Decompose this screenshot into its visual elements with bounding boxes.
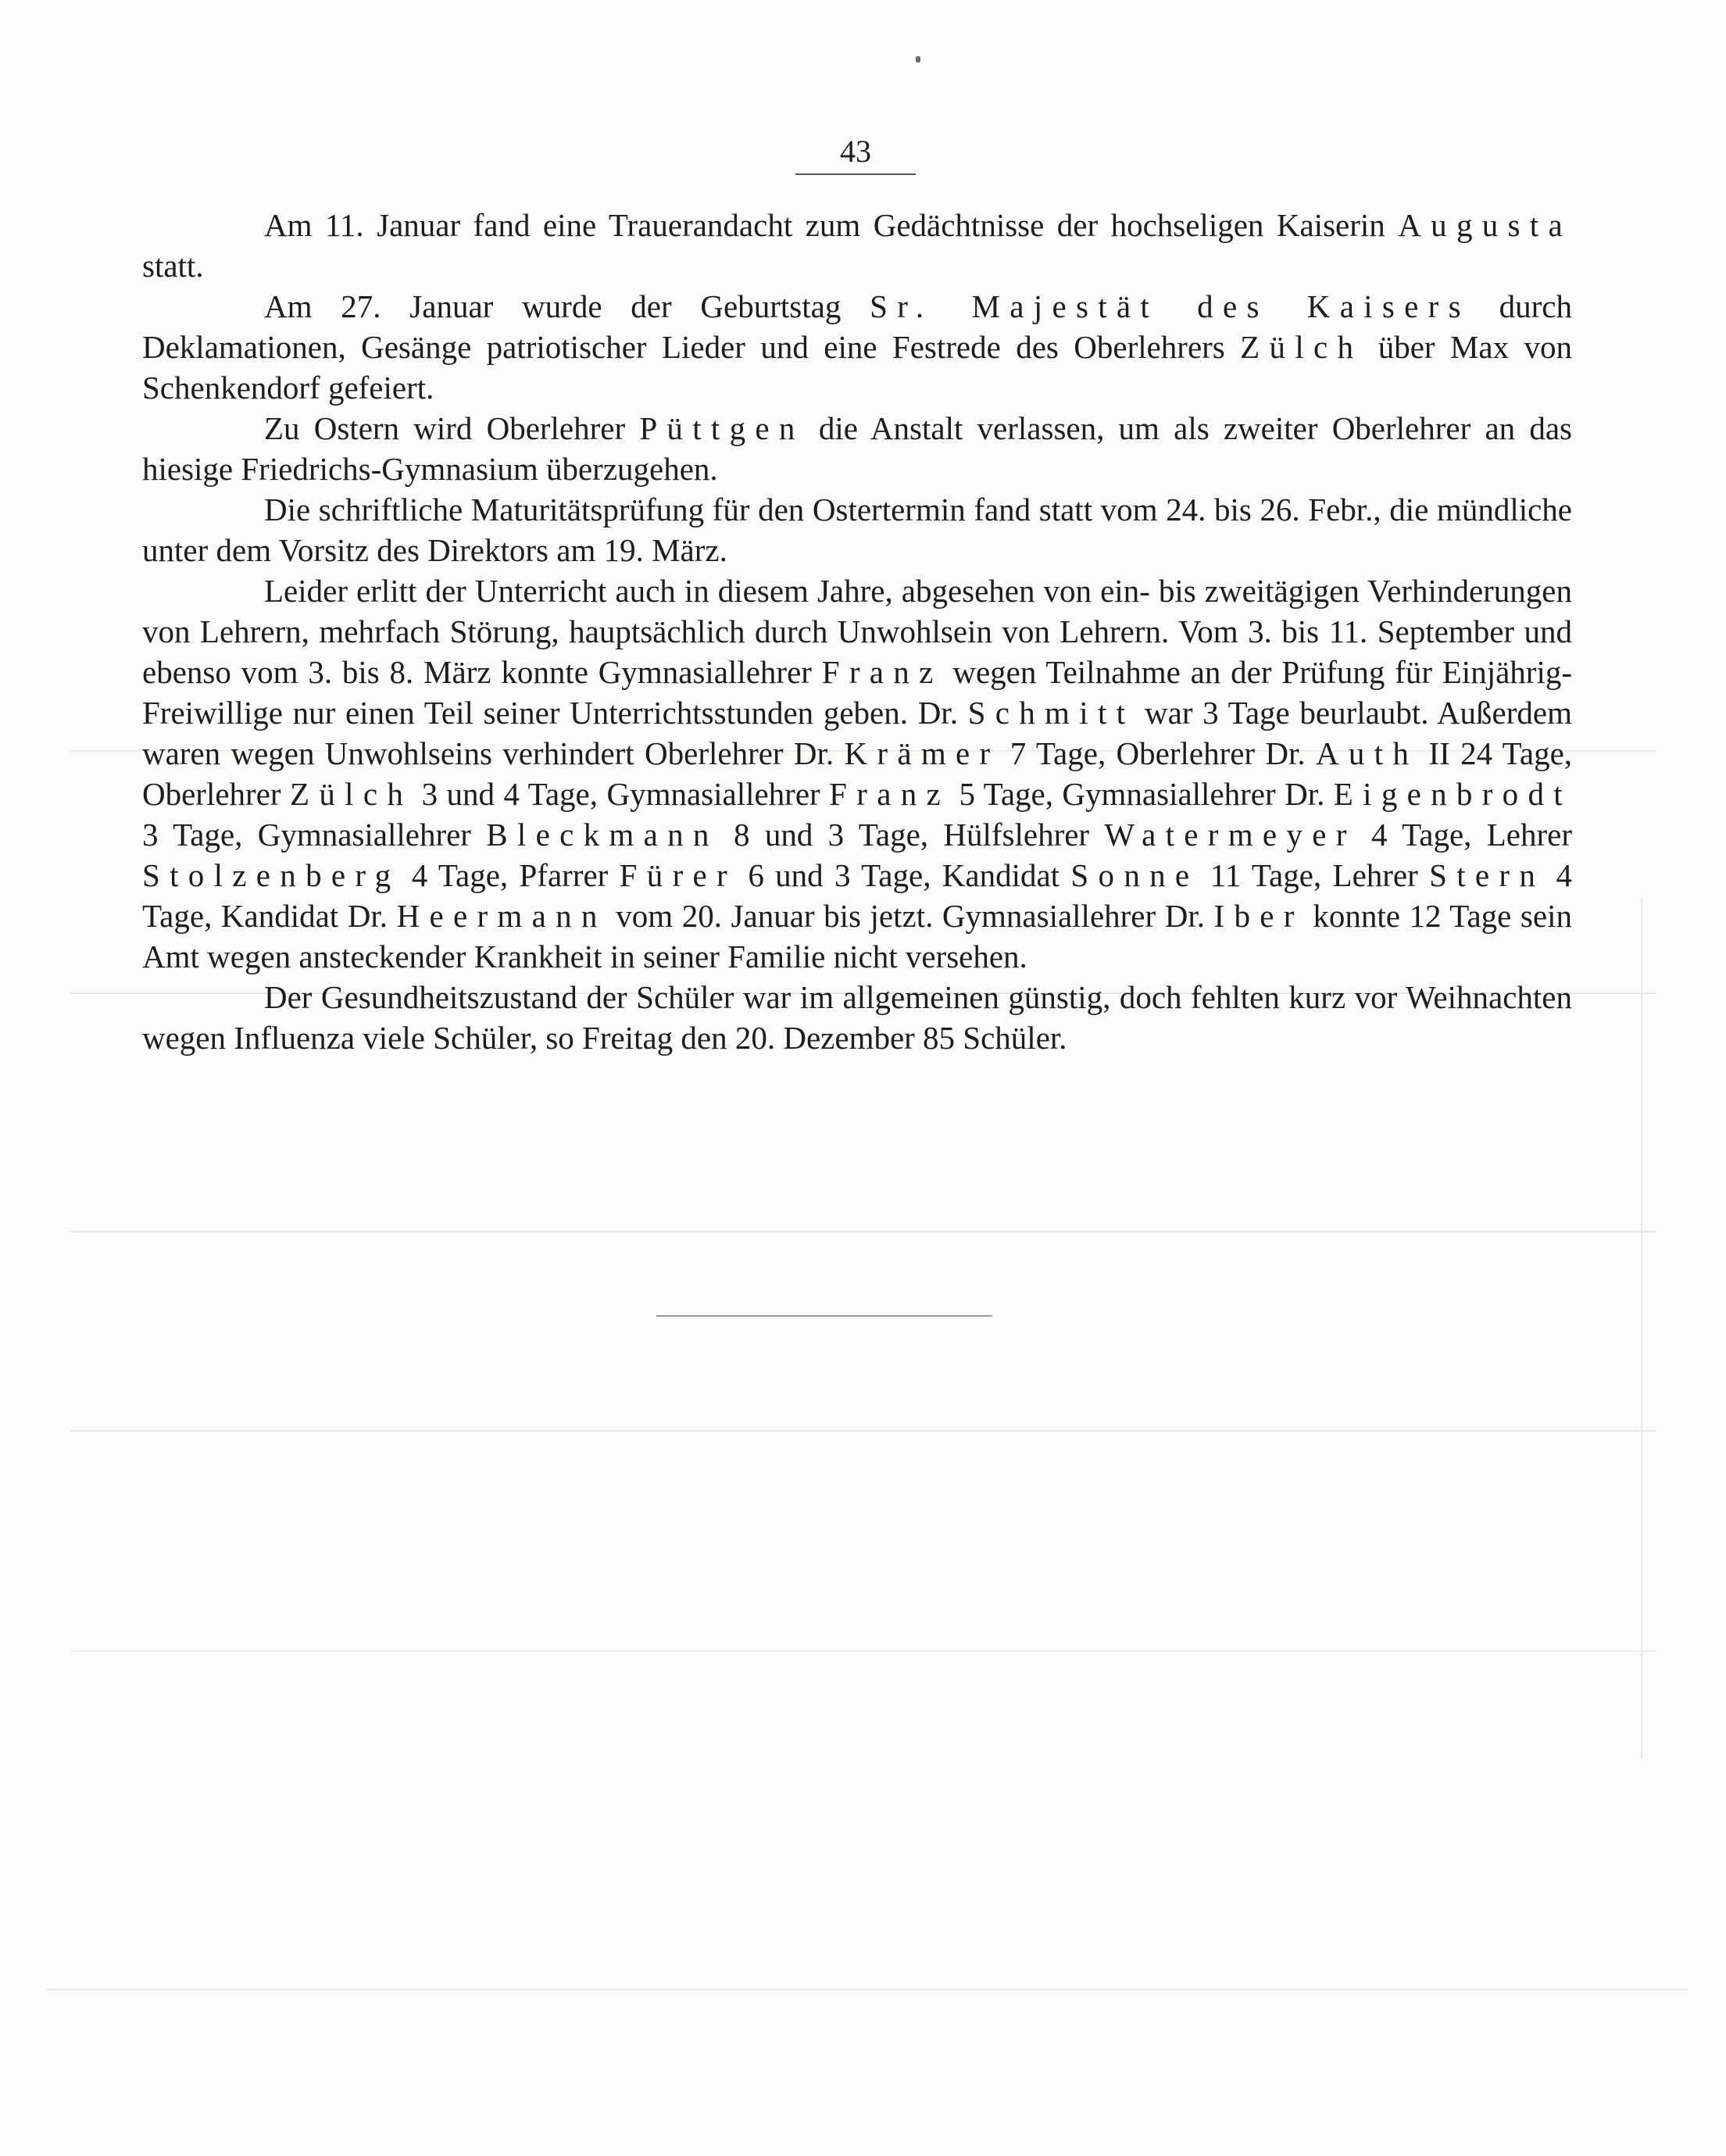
text-run: statt. [142, 248, 204, 284]
bleed-through-rule [47, 1989, 1688, 1990]
text-run: Leider erlitt der Unterricht auch in diesem Jahre, abgesehen von ein- bis zweitägigen Verhinderungen von Lehrern, mehrfach Störung, hauptsächlich durch Unwohlsein von Lehrern. Vom 3. bis 11. September und ebenso vom 3. bis 8. März konnte Gymnasiallehrer [142, 573, 1572, 690]
bleed-through-rule [70, 1430, 1656, 1432]
body-text [142, 205, 1572, 1058]
text-run: 11 Tage, Lehrer [1199, 857, 1430, 893]
text-run: Am 27. Januar wurde der Geburtstag [264, 288, 870, 324]
text-run: 4 Tage, Kandidat Dr. [142, 857, 1572, 934]
spaced-name: Schmitt [967, 695, 1135, 731]
text-run: über Max von Schenkendorf gefeiert. [142, 329, 1572, 406]
text-run: vom 20. Januar bis jetzt. Gymnasiallehrer Dr. [606, 898, 1214, 934]
spaced-name: Iber [1213, 898, 1304, 934]
spaced-name: Krämer [844, 735, 1000, 771]
spaced-name: Eigenbrodt [1333, 776, 1572, 812]
bleed-through-rule [70, 1231, 1656, 1232]
paragraph [142, 570, 1572, 977]
text-run: wegen Teilnahme an der Prüfung für Einjährig-Freiwillige nur einen Teil seiner Unterrichtsstunden geben. Dr. [142, 654, 1572, 731]
spaced-name: Bleckmann [486, 817, 719, 853]
text-run: 4 Tage, Pfarrer [400, 857, 620, 893]
ink-mark [916, 56, 920, 63]
text-run: 8 und 3 Tage, Hülfslehrer [718, 817, 1105, 853]
text-run: II 24 Tage, Oberlehrer [142, 735, 1573, 812]
spaced-name: Franz [821, 654, 943, 690]
paragraph [142, 408, 1572, 489]
text-run: Die schriftliche Maturitätsprüfung für den Ostertermin fand statt vom 24. bis 26. Febr., die mündliche unter dem Vorsitz des Direktors am 19. März. [142, 492, 1572, 568]
spaced-name: Sr. Majestät des Kaisers [870, 288, 1470, 324]
spaced-name: Franz [829, 776, 950, 812]
paragraph [142, 286, 1572, 408]
spaced-name: Auth [1315, 735, 1419, 771]
spaced-name: Sonne [1070, 857, 1199, 893]
spaced-name: Watermeyer [1104, 817, 1356, 853]
page-number-underline [795, 173, 916, 175]
paragraph [142, 489, 1572, 570]
spaced-name: Zülch [290, 776, 413, 812]
text-run: 5 Tage, Gymnasiallehrer Dr. [950, 776, 1334, 812]
text-run: 3 und 4 Tage, Gymnasiallehrer [413, 776, 830, 812]
paragraph [142, 977, 1572, 1058]
text-run: 4 Tage, Lehrer [1356, 817, 1572, 853]
text-run: Der Gesundheitszustand der Schüler war im allgemeinen günstig, doch fehlten kurz vor Weihnachten wegen Influenza viele Schüler, so Freitag den 20. Dezember 85 Schüler. [142, 979, 1572, 1056]
text-run: 3 Tage, Gymnasiallehrer [142, 817, 487, 853]
text-run: konnte 12 Tage sein Amt wegen ansteckender Krankheit in seiner Familie nicht versehen. [142, 898, 1572, 974]
spaced-name: Zülch [1240, 329, 1363, 365]
spaced-name: Stolzenberg [142, 857, 401, 893]
spaced-name: Augusta [1398, 207, 1572, 243]
text-run: durch Deklamationen, Gesänge patriotischer Lieder und eine Festrede des Oberlehrers [142, 288, 1572, 365]
faint-rule [656, 1315, 992, 1317]
spaced-name: Heermann [396, 898, 607, 934]
text-run: die Anstalt verlassen, um als zweiter Oberlehrer an das hiesige Friedrichs-Gymnasium überzugehen. [142, 410, 1572, 487]
spaced-name: Püttgen [639, 410, 805, 446]
text-run: war 3 Tage beurlaubt. Außerdem waren wegen Unwohlseins verhindert Oberlehrer Dr. [142, 695, 1572, 771]
paragraph [142, 205, 1572, 286]
page-number: 43 [840, 134, 871, 169]
text-run: 7 Tage, Oberlehrer Dr. [999, 735, 1316, 771]
text-run: Am 11. Januar fand eine Trauerandacht zum Gedächtnisse der hochseligen Kaiserin [264, 207, 1399, 243]
text-run: 6 und 3 Tage, Kandidat [736, 857, 1071, 893]
spaced-name: Stern [1429, 857, 1546, 893]
text-run: Zu Ostern wird Oberlehrer [264, 410, 640, 446]
spaced-name: Fürer [619, 857, 737, 893]
bleed-through-side-column [1641, 899, 1721, 1758]
